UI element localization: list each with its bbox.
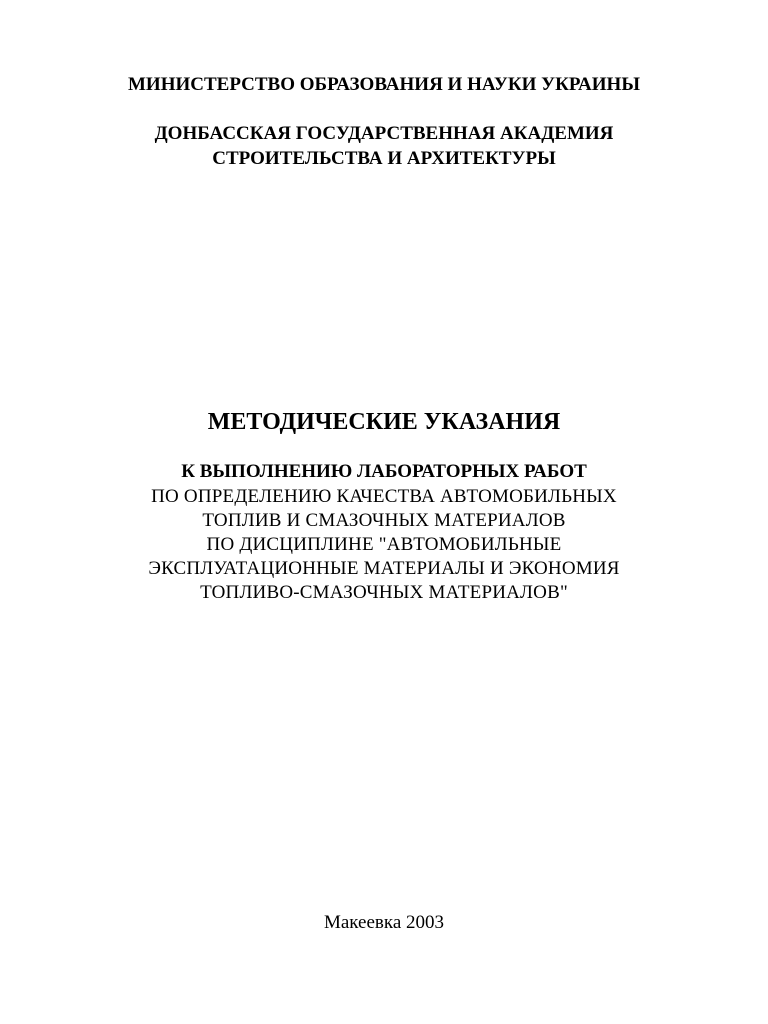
subtitle-line-4: ЭКСПЛУАТАЦИОННЫЕ МАТЕРИАЛЫ И ЭКОНОМИЯ: [148, 558, 620, 579]
document-subtitle: К ВЫПОЛНЕНИЮ ЛАБОРАТОРНЫХ РАБОТ: [181, 461, 587, 482]
place-and-year: Макеевка 2003: [323, 912, 445, 933]
subtitle-line-5: ТОПЛИВО-СМАЗОЧНЫХ МАТЕРИАЛОВ": [200, 582, 568, 603]
academy-heading-line-1: ДОНБАССКАЯ ГОСУДАРСТВЕННАЯ АКАДЕМИЯ: [154, 123, 614, 144]
subtitle-line-1: ПО ОПРЕДЕЛЕНИЮ КАЧЕСТВА АВТОМОБИЛЬНЫХ: [151, 486, 617, 507]
academy-heading-line-2: СТРОИТЕЛЬСТВА И АРХИТЕКТУРЫ: [212, 148, 556, 169]
ministry-heading: МИНИСТЕРСТВО ОБРАЗОВАНИЯ И НАУКИ УКРАИНЫ: [127, 74, 640, 95]
document-title: МЕТОДИЧЕСКИЕ УКАЗАНИЯ: [207, 409, 561, 435]
subtitle-line-2: ТОПЛИВ И СМАЗОЧНЫХ МАТЕРИАЛОВ: [202, 510, 566, 531]
subtitle-line-3: ПО ДИСЦИПЛИНЕ "АВТОМОБИЛЬНЫЕ: [206, 534, 562, 555]
